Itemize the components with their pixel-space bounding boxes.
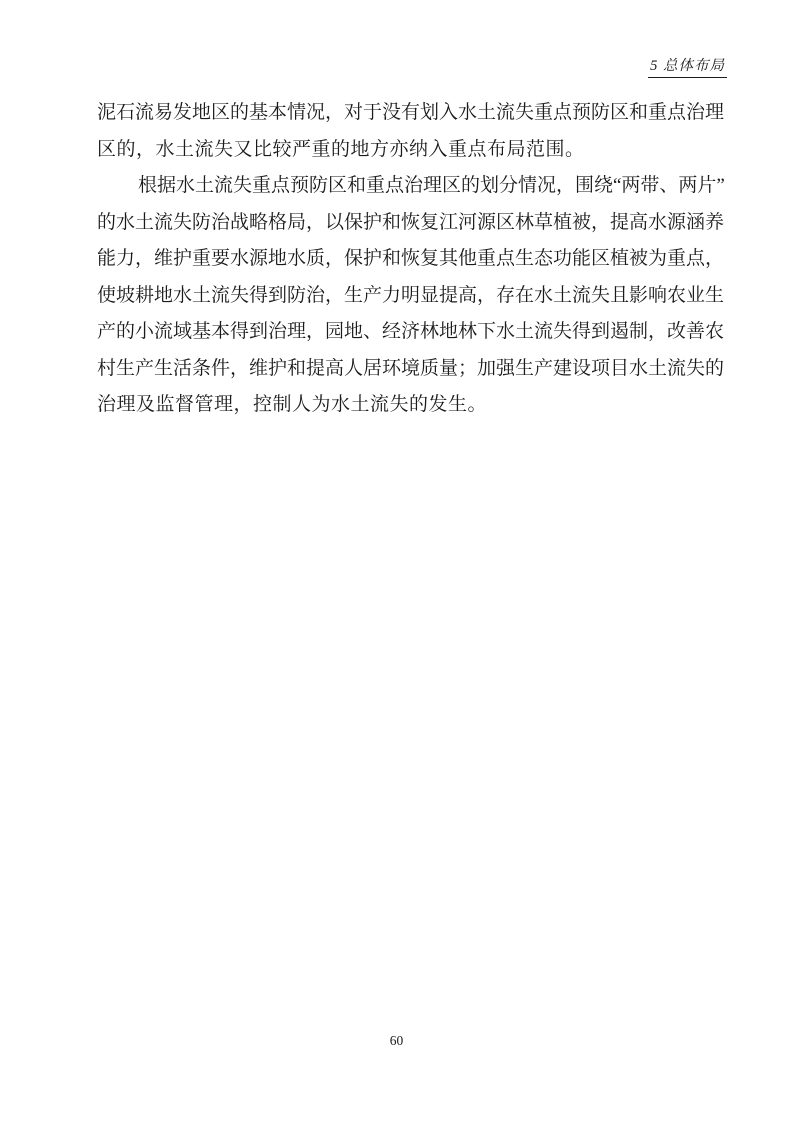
page-number: 60 — [389, 1033, 404, 1048]
paragraph-2-line-4: 使坡耕地水土流失得到防治，生产力明显提高，存在水土流失且影响农业生 — [97, 284, 725, 306]
paragraph-1-line-2: 区的，水土流失又比较严重的地方亦纳入重点布局范围。 — [97, 138, 585, 160]
page-footer — [0, 1033, 793, 1049]
paragraph-2-line-6: 村生产生活条件，维护和提高人居环境质量；加强生产建设项目水土流失的 — [97, 357, 725, 379]
paragraph-1-line-1: 泥石流易发地区的基本情况，对于没有划入水土流失重点预防区和重点治理 — [97, 102, 725, 123]
paragraph-2-line-5: 产的小流域基本得到治理，园地、经济林地林下水土流失得到遏制，改善农 — [97, 321, 725, 342]
paragraph-2-line-7: 治理及监督管理，控制人为水土流失的发生。 — [97, 394, 488, 415]
paragraph-2-line-2: 的水土流失防治战略格局，以保护和恢复江河源区林草植被，提高水源涵养 — [97, 211, 725, 233]
paragraph-2-line-3: 能力，维护重要水源地水质，保护和恢复其他重点生态功能区植被为重点， — [97, 248, 725, 269]
page-header — [648, 54, 727, 75]
section-header-title: 5 总体布局 — [648, 58, 727, 78]
paragraph-2-line-1: 根据水土流失重点预防区和重点治理区的划分情况，围绕“两带、两片” — [138, 175, 725, 196]
document-body — [97, 95, 725, 424]
